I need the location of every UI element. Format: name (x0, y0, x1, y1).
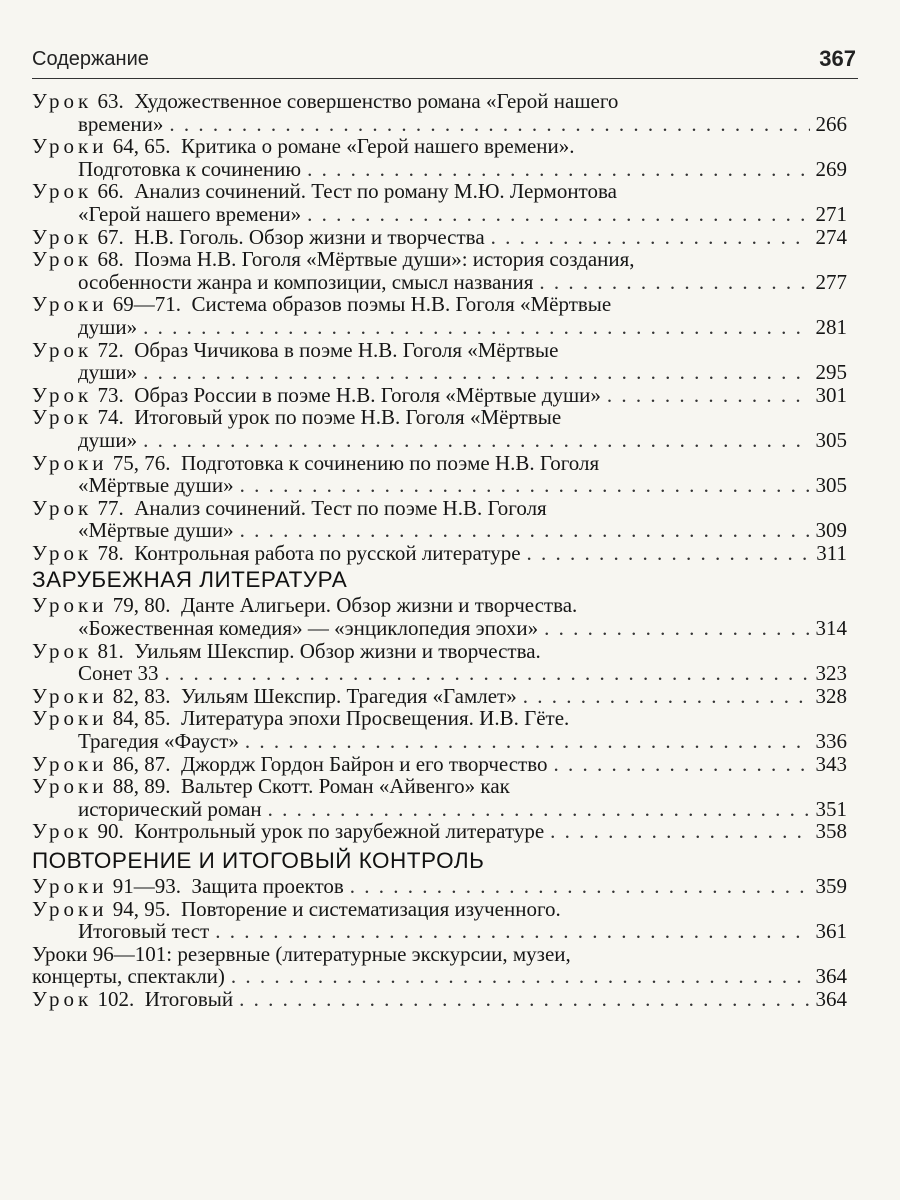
toc-entry-text (32, 965, 225, 988)
lesson-label: Уроки (32, 706, 108, 731)
toc-entry-text (32, 384, 601, 407)
toc-entry (32, 594, 847, 639)
toc-page-number: 266 (815, 111, 847, 136)
lesson-title: Поэма Н.В. Гоголя «Мёртвые души»: история создания, (134, 247, 635, 272)
lesson-number: 63. (97, 89, 124, 113)
section-heading: ПОВТОРЕНИЕ И ИТОГОВЫЙ КОНТРОЛЬ (32, 848, 485, 873)
toc-entry (32, 685, 847, 708)
lesson-title: Образ Чичикова в поэме Н.В. Гоголя «Мёртвые (134, 337, 559, 362)
toc-entry-text (78, 158, 301, 181)
dot-leader (544, 617, 809, 640)
toc-entry-text (78, 662, 159, 685)
toc-entry (32, 226, 847, 249)
toc-page-number: 269 (815, 156, 847, 181)
toc-page-number: 277 (815, 269, 847, 294)
toc-entry-first-line (32, 248, 847, 271)
toc-entry-continuation-line (32, 474, 847, 497)
lesson-label: Урок (32, 495, 93, 520)
lesson-label: Урок (32, 540, 93, 565)
toc-page-number: 274 (815, 224, 847, 249)
dot-leader (245, 730, 810, 753)
lesson-title: души» (78, 427, 138, 452)
toc-entry (32, 248, 847, 293)
running-header (32, 44, 858, 79)
toc-entry-continuation-line (32, 429, 847, 452)
toc-page-number: 328 (815, 683, 847, 708)
toc-entry-text (32, 405, 561, 429)
lesson-number: 78. (97, 540, 124, 565)
lesson-title: души» (78, 314, 138, 339)
dot-leader (307, 158, 809, 181)
toc-entry (32, 943, 847, 988)
toc-page-number: 343 (815, 751, 847, 776)
toc-entry-continuation-line (32, 730, 847, 753)
dot-leader (231, 965, 810, 988)
toc-entry-text (78, 361, 137, 384)
toc-entry (32, 542, 847, 565)
toc-entry (32, 753, 847, 776)
lesson-number: 88, 89. (112, 774, 171, 799)
lesson-number: 102. (97, 986, 135, 1011)
lesson-title: Уильям Шекспир. Обзор жизни и творчества. (134, 638, 541, 663)
lesson-number: 69—71. (112, 292, 181, 317)
toc-entry-continuation-line (32, 965, 847, 988)
toc-entry-text (78, 113, 163, 136)
toc-entry-text (78, 474, 234, 497)
toc-entry (32, 90, 847, 135)
lesson-label: Уроки (32, 896, 108, 921)
lesson-title: исторический роман (78, 796, 262, 821)
lesson-label: Уроки (32, 751, 108, 776)
toc-entry-first-line (32, 988, 847, 1011)
dot-leader (554, 753, 810, 776)
lesson-title: Данте Алигьери. Обзор жизни и творчества. (180, 593, 578, 618)
lesson-title: Подготовка к сочинению по поэме Н.В. Гоголя (180, 450, 600, 475)
lesson-title: Джордж Гордон Байрон и его творчество (180, 751, 548, 776)
toc-entry-text (78, 730, 239, 753)
lesson-number: 79, 80. (112, 593, 171, 618)
dot-leader (240, 519, 810, 542)
toc-page-number: 323 (815, 661, 847, 686)
lesson-title: Анализ сочинений. Тест по поэме Н.В. Гоголя (134, 495, 547, 520)
toc-entry-text (78, 429, 137, 452)
toc-entry-continuation-line (32, 316, 847, 339)
lesson-title: Анализ сочинений. Тест по роману М.Ю. Лермонтова (134, 179, 617, 204)
toc-entry-text (32, 820, 544, 843)
toc-page-number: 336 (815, 729, 847, 754)
toc-page-number: 359 (815, 874, 847, 898)
toc-page-number: 311 (816, 540, 847, 565)
toc-entry-text (78, 798, 262, 821)
dot-leader (240, 474, 810, 497)
toc-entry-continuation-line (32, 271, 847, 294)
lesson-label: Урок (32, 224, 93, 249)
lesson-title: Вальтер Скотт. Роман «Айвенго» как (180, 774, 510, 799)
toc-entry (32, 180, 847, 225)
lesson-label: Уроки 96—101: (32, 941, 173, 966)
toc-entry-continuation-line (32, 617, 847, 640)
lesson-number: 68. (97, 247, 124, 272)
table-of-contents (32, 90, 847, 1011)
toc-entry-first-line (32, 452, 847, 475)
toc-entry-text (32, 247, 635, 271)
toc-entry-text (32, 988, 233, 1011)
toc-entry (32, 406, 847, 451)
toc-entry-first-line (32, 820, 847, 843)
toc-page-number: 301 (815, 382, 847, 407)
dot-leader (491, 226, 810, 249)
lesson-title: души» (78, 360, 138, 385)
toc-entry-text (78, 920, 209, 943)
toc-entry-first-line (32, 685, 847, 708)
toc-entry-first-line (32, 384, 847, 407)
toc-entry-continuation-line (32, 798, 847, 821)
toc-entry (32, 988, 847, 1011)
lesson-number: 82, 83. (112, 683, 171, 708)
lesson-title: резервные (литературные экскурсии, музеи, (177, 941, 571, 966)
toc-entry-first-line (32, 135, 847, 158)
lesson-title: Итоговый (144, 986, 234, 1011)
dot-leader (550, 820, 809, 843)
toc-entry-continuation-line (32, 920, 847, 943)
toc-entry-continuation-line (32, 158, 847, 181)
toc-entry-continuation-line (32, 662, 847, 685)
toc-entry-first-line (32, 293, 847, 316)
lesson-number: 94, 95. (112, 896, 171, 921)
lesson-title: Образ России в поэме Н.В. Гоголя «Мёртвые души» (134, 382, 601, 407)
lesson-title: Критика о романе «Герой нашего времени». (180, 134, 575, 159)
lesson-title: «Мёртвые души» (78, 473, 234, 498)
dot-leader (607, 384, 810, 407)
lesson-title: Система образов поэмы Н.В. Гоголя «Мёртвые (191, 292, 612, 317)
lesson-number: 66. (97, 179, 124, 204)
lesson-title: особенности жанра и композиции, смысл названия (78, 269, 534, 294)
lesson-label: Урок (32, 405, 93, 430)
dot-leader (143, 316, 809, 339)
lesson-label: Уроки (32, 874, 108, 898)
lesson-number: 90. (97, 819, 124, 844)
toc-entry-first-line (32, 707, 847, 730)
toc-entry-text (32, 226, 485, 249)
lesson-number: 91—93. (112, 874, 181, 898)
toc-entry (32, 775, 847, 820)
toc-entry-text (78, 316, 137, 339)
toc-entry (32, 384, 847, 407)
lesson-label: Уроки (32, 450, 108, 475)
toc-entry-text (32, 639, 541, 663)
toc-page-number: 309 (815, 518, 847, 543)
toc-entry-first-line (32, 640, 847, 663)
toc-entry (32, 820, 847, 843)
toc-entry-first-line (32, 406, 847, 429)
toc-page-number: 281 (815, 314, 847, 339)
toc-entry-first-line (32, 775, 847, 798)
toc-page-number: 314 (815, 616, 847, 641)
lesson-number: 72. (97, 337, 124, 362)
lesson-title: «Герой нашего времени» (78, 201, 302, 226)
toc-entry-first-line (32, 875, 847, 898)
dot-leader (169, 113, 809, 136)
dot-leader (143, 429, 809, 452)
lesson-title: Защита проектов (191, 874, 344, 898)
lesson-label: Уроки (32, 134, 108, 159)
toc-entry-text (32, 496, 547, 520)
toc-entry-text (78, 617, 538, 640)
lesson-title: Н.В. Гоголь. Обзор жизни и творчества (134, 224, 485, 249)
lesson-title: времени» (78, 111, 164, 136)
lesson-number: 75, 76. (112, 450, 171, 475)
dot-leader (539, 271, 809, 294)
lesson-title: Уильям Шекспир. Трагедия «Гамлет» (180, 683, 517, 708)
dot-leader (165, 662, 810, 685)
toc-entry-first-line (32, 542, 847, 565)
dot-leader (527, 542, 811, 565)
lesson-title: «Мёртвые души» (78, 518, 234, 543)
dot-leader (268, 798, 810, 821)
lesson-label: Урок (32, 819, 93, 844)
lesson-title: Трагедия «Фауст» (78, 729, 239, 754)
toc-entry-first-line (32, 898, 847, 921)
lesson-label: Урок (32, 179, 93, 204)
toc-entry-first-line (32, 943, 847, 966)
toc-page-number: 295 (815, 360, 847, 385)
toc-entry-text (78, 519, 234, 542)
dot-leader (239, 988, 809, 1011)
section-heading: ЗАРУБЕЖНАЯ ЛИТЕРАТУРА (32, 567, 348, 593)
toc-entry (32, 293, 847, 338)
lesson-number: 81. (97, 638, 124, 663)
lesson-label: Урок (32, 337, 93, 362)
lesson-number: 86, 87. (112, 751, 171, 776)
lesson-label: Урок (32, 89, 93, 113)
toc-entry-continuation-line (32, 203, 847, 226)
toc-entry-text (32, 593, 577, 617)
toc-entry (32, 640, 847, 685)
lesson-title: Контрольный урок по зарубежной литературе (134, 819, 545, 844)
lesson-label: Урок (32, 247, 93, 272)
toc-entry-first-line (32, 339, 847, 362)
dot-leader (307, 203, 809, 226)
lesson-number: 84, 85. (112, 706, 171, 731)
lesson-title: Сонет 33 (78, 661, 159, 686)
header-title: Содержание (32, 48, 149, 70)
toc-page-number: 361 (815, 919, 847, 944)
toc-entry-first-line (32, 90, 847, 113)
dot-leader (523, 685, 810, 708)
dot-leader (350, 875, 810, 898)
toc-entry-continuation-line (32, 519, 847, 542)
toc-entry-first-line (32, 226, 847, 249)
toc-entry-text (32, 897, 561, 921)
lesson-label: Урок (32, 986, 93, 1011)
toc-entry-text (32, 89, 618, 113)
toc-entry-text (32, 942, 571, 966)
toc-entry (32, 497, 847, 542)
toc-entry (32, 339, 847, 384)
lesson-number: 74. (97, 405, 124, 430)
toc-entry-continuation-line (32, 113, 847, 136)
lesson-title: Художественное совершенство романа «Герой нашего (134, 89, 619, 113)
toc-entry (32, 452, 847, 497)
lesson-title: Литература эпохи Просвещения. И.В. Гёте. (180, 706, 570, 731)
toc-entry-text (32, 685, 517, 708)
toc-entry-text (32, 542, 521, 565)
dot-leader (143, 361, 809, 384)
toc-page-number: 364 (815, 964, 847, 989)
toc-entry (32, 135, 847, 180)
toc-entry-text (32, 753, 548, 776)
toc-entry-text (32, 774, 510, 798)
toc-entry-text (32, 179, 617, 203)
toc-entry-first-line (32, 180, 847, 203)
toc-entry-text (32, 875, 344, 898)
lesson-title: концерты, спектакли) (32, 964, 225, 989)
dot-leader (215, 920, 809, 943)
toc-entry-first-line (32, 753, 847, 776)
toc-entry-text (78, 203, 301, 226)
toc-entry-text (78, 271, 533, 294)
toc-entry-first-line (32, 497, 847, 520)
lesson-title: Подготовка к сочинению (78, 156, 302, 181)
toc-page-number: 351 (815, 796, 847, 821)
lesson-number: 64, 65. (112, 134, 171, 159)
lesson-title: Повторение и систематизация изученного. (180, 896, 561, 921)
toc-entry-first-line (32, 594, 847, 617)
lesson-label: Уроки (32, 774, 108, 799)
toc-entry (32, 875, 847, 898)
toc-page-number: 364 (815, 986, 847, 1011)
toc-page-number: 358 (815, 819, 847, 844)
toc-entry-text (32, 451, 599, 475)
toc-entry-text (32, 292, 611, 316)
toc-entry-text (32, 706, 569, 730)
lesson-title: Контрольная работа по русской литературе (134, 540, 521, 565)
lesson-title: Итоговый тест (78, 919, 210, 944)
lesson-label: Уроки (32, 292, 108, 317)
lesson-label: Урок (32, 382, 93, 407)
toc-page-number: 305 (815, 473, 847, 498)
toc-entry (32, 898, 847, 943)
lesson-title: «Божественная комедия» — «энциклопедия эпохи» (78, 616, 539, 641)
lesson-label: Урок (32, 638, 93, 663)
toc-entry-continuation-line (32, 361, 847, 384)
lesson-title: Итоговый урок по поэме Н.В. Гоголя «Мёртвые (134, 405, 562, 430)
lesson-number: 77. (97, 495, 124, 520)
lesson-number: 73. (97, 382, 124, 407)
lesson-label: Уроки (32, 593, 108, 618)
page-number: 367 (819, 46, 856, 71)
toc-entry-text (32, 134, 575, 158)
toc-page-number: 271 (815, 201, 847, 226)
toc-page-number: 305 (815, 427, 847, 452)
toc-entry (32, 707, 847, 752)
lesson-label: Уроки (32, 683, 108, 708)
lesson-number: 67. (97, 224, 124, 249)
toc-entry-text (32, 338, 559, 362)
